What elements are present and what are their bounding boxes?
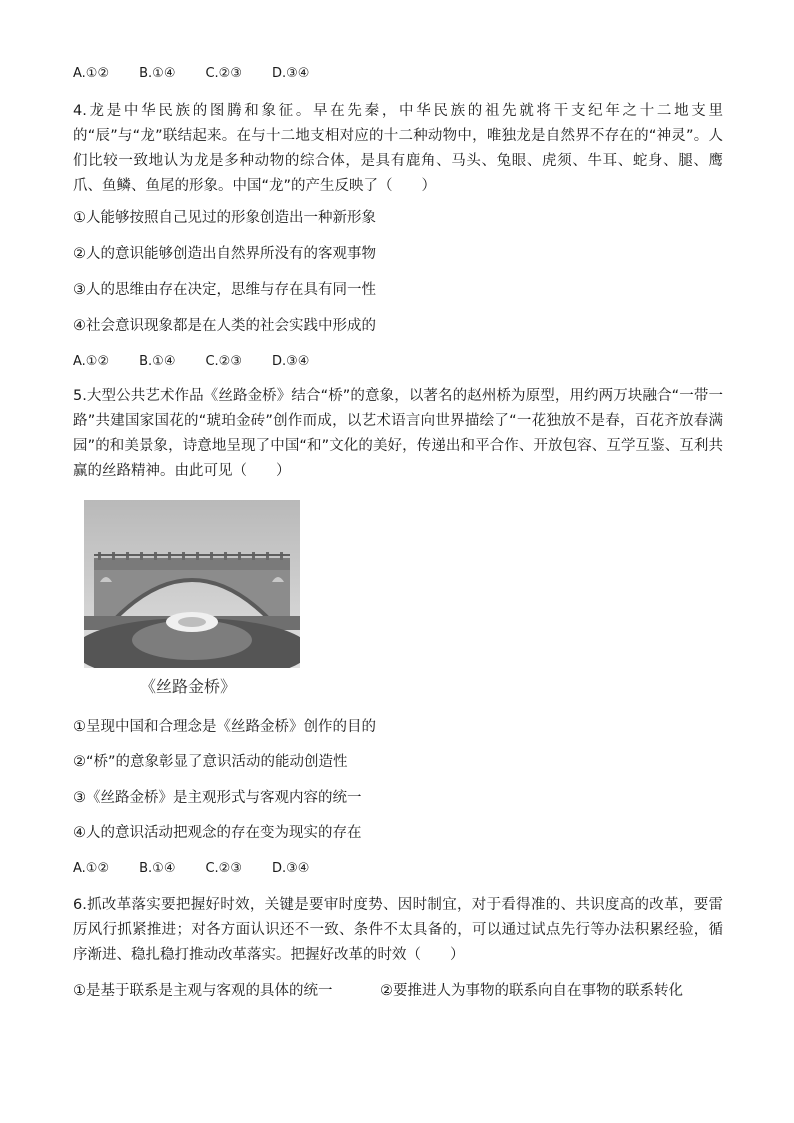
q4-item-2: ②人的意识能够创造出自然界所没有的客观事物 — [73, 246, 376, 262]
option-c: C.②③ — [205, 66, 242, 81]
option-a: A.①② — [73, 861, 110, 876]
option-d: D.③④ — [272, 861, 310, 876]
option-b: B.①④ — [139, 66, 176, 81]
q5-item-2: ②“桥”的意象彰显了意识活动的能动创造性 — [73, 754, 348, 770]
q4-stem: 4.龙是中华民族的图腾和象征。早在先秦，中华民族的祖先就将干支纪年之十二地支里的“辰”与“龙”联结起来。在与十二地支相对应的十二种动物中，唯独龙是自然界不存在的“神灵”。人们比较一致地认为龙是多种动物的综合体，是具有鹿角、马头、兔眼、虎须、牛耳、蛇身、腿、鹰爪、鱼鳞、鱼尾的形象。中国“龙”的产生反映了（ ） — [73, 103, 723, 194]
option-c: C.②③ — [205, 354, 242, 369]
q3-options — [73, 64, 309, 84]
option-a: A.①② — [73, 354, 110, 369]
q4-item-3: ③人的思维由存在决定，思维与存在具有同一性 — [73, 282, 376, 298]
q5-options — [73, 859, 309, 879]
q6-item-1: ①是基于联系是主观与客观的具体的统一 — [73, 983, 333, 999]
q4-item-4: ④社会意识现象都是在人类的社会实践中形成的 — [73, 318, 376, 334]
photo-caption: 《丝路金桥》 — [140, 677, 237, 696]
option-a: A.①② — [73, 66, 110, 81]
option-b: B.①④ — [139, 354, 176, 369]
option-b: B.①④ — [139, 861, 176, 876]
q4-item-1: ①人能够按照自己见过的形象创造出一种新形象 — [73, 210, 376, 226]
q5-stem: 5.大型公共艺术作品《丝路金桥》结合“桥”的意象，以著名的赵州桥为原型，用约两万块融合“一带一路”共建国家国花的“琥珀金砖”创作而成，以艺术语言向世界描绘了“一花独放不是春，百花齐放春满园”的和美景象，诗意地呈现了中国“和”文化的美好，传递出和平合作、开放包容、互学互鉴、互利共赢的丝路精神。由此可见（ ） — [73, 388, 723, 479]
q5-item-1: ①呈现中国和合理念是《丝路金桥》创作的目的 — [73, 719, 376, 735]
silk-road-golden-bridge-photo — [84, 500, 300, 668]
q4-options — [73, 352, 309, 372]
option-d: D.③④ — [272, 354, 310, 369]
option-d: D.③④ — [272, 66, 310, 81]
q5-item-3: ③《丝路金桥》是主观形式与客观内容的统一 — [73, 790, 362, 806]
option-c: C.②③ — [205, 861, 242, 876]
q5-item-4: ④人的意识活动把观念的存在变为现实的存在 — [73, 825, 362, 841]
q6-stem: 6.抓改革落实要把握好时效，关键是要审时度势、因时制宜，对于看得准的、共识度高的改革，要雷厉风行抓紧推进；对各方面认识还不一致、条件不太具备的，可以通过试点先行等办法积累经验，循序渐进、稳扎稳打推动改革落实。把握好改革的时效（ ） — [73, 897, 723, 963]
q6-item-2: ②要推进人为事物的联系向自在事物的联系转化 — [380, 983, 683, 999]
